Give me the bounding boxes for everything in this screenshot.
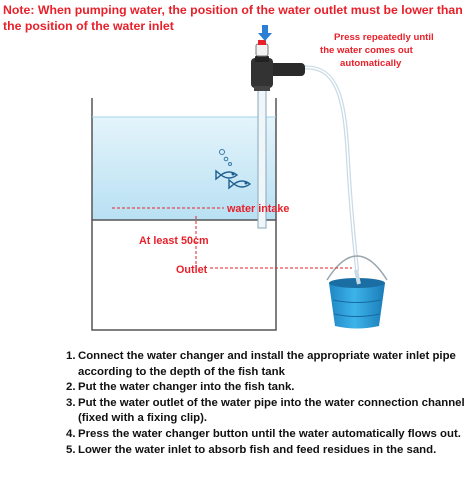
- note-text: Note: When pumping water, the position of the water outlet must be lower than the position of the water inlet: [3, 3, 463, 33]
- press-label-line-1: Press repeatedly until: [334, 32, 434, 43]
- instruction-step-4: 4. Press the water changer button until the water automatically flows out.: [66, 427, 461, 440]
- instruction-list: [66, 349, 466, 458]
- at-least-label: At least 50cm: [139, 235, 209, 247]
- press-label-line-3: automatically: [340, 58, 402, 69]
- instruction-step-2: 2. Put the water changer into the fish tank.: [66, 381, 295, 394]
- instruction-step-3: 3. Put the water outlet of the water pipe into the water connection channel (fixed with a fixing clip).: [66, 396, 465, 425]
- pump-head: [251, 40, 305, 91]
- press-arrow-icon: [258, 25, 272, 41]
- instruction-step-1: 1. Connect the water changer and install the appropriate water inlet pipe according to the depth of the fish tank: [66, 350, 456, 378]
- pump-button[interactable]: [256, 44, 268, 56]
- fish-tank: [92, 98, 276, 220]
- instruction-step-5: 5. Lower the water inlet to absorb fish and feed residues in the sand.: [66, 443, 437, 456]
- outlet-label: Outlet: [176, 264, 208, 276]
- press-label-line-2: the water comes out: [320, 45, 413, 56]
- water-intake-label: water intake: [227, 203, 290, 215]
